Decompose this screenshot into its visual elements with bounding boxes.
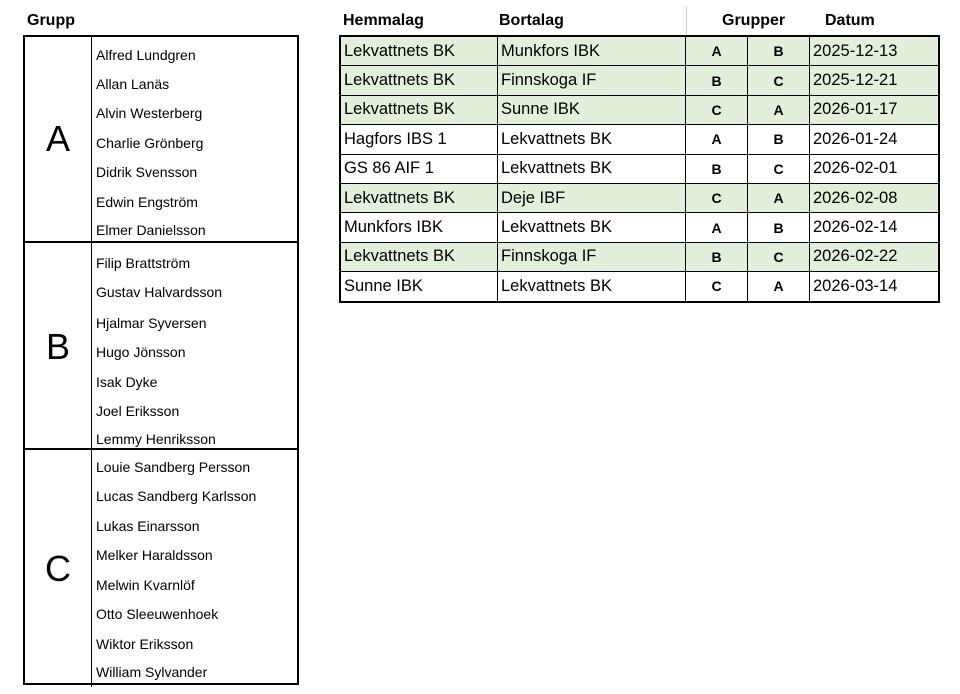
group-letter: C	[25, 450, 92, 687]
group-1-cell: C	[686, 272, 748, 302]
grupper-header: Grupper	[722, 12, 786, 29]
group-member-name: Alvin Westerberg	[96, 105, 203, 121]
away-team-cell: Sunne IBK	[498, 95, 686, 124]
home-team-cell: Lekvattnets BK	[340, 242, 498, 271]
match-row	[340, 272, 939, 302]
group-member-name: Filip Brattström	[96, 255, 191, 271]
group-1-cell: B	[686, 242, 748, 271]
home-team-cell: Hagfors IBS 1	[340, 125, 498, 154]
date-cell: 2025-12-13	[810, 36, 940, 66]
group-member-name: Joel Eriksson	[96, 403, 180, 419]
column-gridline	[686, 6, 687, 34]
group-member-name: Isak Dyke	[96, 374, 158, 390]
away-team-cell: Lekvattnets BK	[498, 154, 686, 183]
group-block-b	[25, 241, 297, 450]
match-row	[340, 66, 939, 95]
group-1-cell: A	[686, 213, 748, 242]
group-2-cell: B	[748, 125, 810, 154]
away-team-cell: Lekvattnets BK	[498, 213, 686, 242]
bortalag-header: Bortalag	[499, 12, 564, 29]
home-team-cell: Lekvattnets BK	[340, 183, 498, 212]
date-cell: 2026-03-14	[810, 272, 940, 302]
group-letter: B	[25, 243, 92, 450]
date-cell: 2026-01-17	[810, 95, 940, 124]
home-team-cell: Munkfors IBK	[340, 213, 498, 242]
match-schedule-table	[339, 35, 940, 303]
group-member-name: William Sylvander	[96, 664, 208, 680]
group-member-name: Didrik Svensson	[96, 164, 198, 180]
group-member-name: Edwin Engström	[96, 194, 198, 210]
group-member-name: Hugo Jönsson	[96, 344, 186, 360]
group-member-name: Melwin Kvarnlöf	[96, 577, 195, 593]
home-team-cell: Lekvattnets BK	[340, 66, 498, 95]
date-cell: 2026-02-08	[810, 183, 940, 212]
away-team-cell: Lekvattnets BK	[498, 272, 686, 302]
group-member-name: Lukas Einarsson	[96, 518, 200, 534]
group-members	[92, 450, 297, 687]
group-1-cell: B	[686, 66, 748, 95]
datum-header: Datum	[825, 12, 875, 29]
group-member-name: Otto Sleeuwenhoek	[96, 606, 219, 622]
date-cell: 2026-01-24	[810, 125, 940, 154]
group-member-name: Charlie Grönberg	[96, 135, 204, 151]
group-member-name: Gustav Halvardsson	[96, 284, 223, 300]
away-team-cell: Finnskoga IF	[498, 242, 686, 271]
home-team-cell: Lekvattnets BK	[340, 95, 498, 124]
group-2-cell: A	[748, 272, 810, 302]
group-2-cell: B	[748, 36, 810, 66]
group-2-cell: B	[748, 213, 810, 242]
date-cell: 2026-02-22	[810, 242, 940, 271]
home-team-cell: GS 86 AIF 1	[340, 154, 498, 183]
group-member-name: Wiktor Eriksson	[96, 636, 194, 652]
group-member-name: Melker Haraldsson	[96, 547, 213, 563]
group-member-name: Louie Sandberg Persson	[96, 459, 251, 475]
date-cell: 2026-02-14	[810, 213, 940, 242]
group-1-cell: C	[686, 183, 748, 212]
match-row	[340, 183, 939, 212]
away-team-cell: Finnskoga IF	[498, 66, 686, 95]
match-row	[340, 242, 939, 271]
group-2-cell: A	[748, 183, 810, 212]
group-member-name: Hjalmar Syversen	[96, 315, 207, 331]
group-table	[23, 35, 299, 685]
group-2-cell: C	[748, 154, 810, 183]
group-2-cell: A	[748, 95, 810, 124]
group-letter: A	[25, 37, 92, 241]
home-team-cell: Sunne IBK	[340, 272, 498, 302]
match-row	[340, 95, 939, 124]
date-cell: 2026-02-01	[810, 154, 940, 183]
group-member-name: Lemmy Henriksson	[96, 431, 216, 447]
away-team-cell: Deje IBF	[498, 183, 686, 212]
group-members	[92, 37, 297, 241]
group-member-name: Allan Lanäs	[96, 76, 170, 92]
match-row	[340, 213, 939, 242]
group-1-cell: C	[686, 95, 748, 124]
match-row	[340, 36, 939, 66]
group-block-a	[25, 37, 297, 241]
away-team-cell: Lekvattnets BK	[498, 125, 686, 154]
group-members	[92, 243, 297, 450]
group-1-cell: B	[686, 154, 748, 183]
home-team-cell: Lekvattnets BK	[340, 36, 498, 66]
date-cell: 2025-12-21	[810, 66, 940, 95]
hemmalag-header: Hemmalag	[343, 12, 424, 29]
group-block-c	[25, 448, 297, 687]
match-row	[340, 125, 939, 154]
group-1-cell: A	[686, 125, 748, 154]
match-row	[340, 154, 939, 183]
group-2-cell: C	[748, 242, 810, 271]
group-member-name: Alfred Lundgren	[96, 47, 196, 63]
grupp-header: Grupp	[27, 12, 75, 29]
group-2-cell: C	[748, 66, 810, 95]
group-1-cell: A	[686, 36, 748, 66]
group-member-name: Elmer Danielsson	[96, 222, 206, 238]
group-member-name: Lucas Sandberg Karlsson	[96, 488, 257, 504]
away-team-cell: Munkfors IBK	[498, 36, 686, 66]
